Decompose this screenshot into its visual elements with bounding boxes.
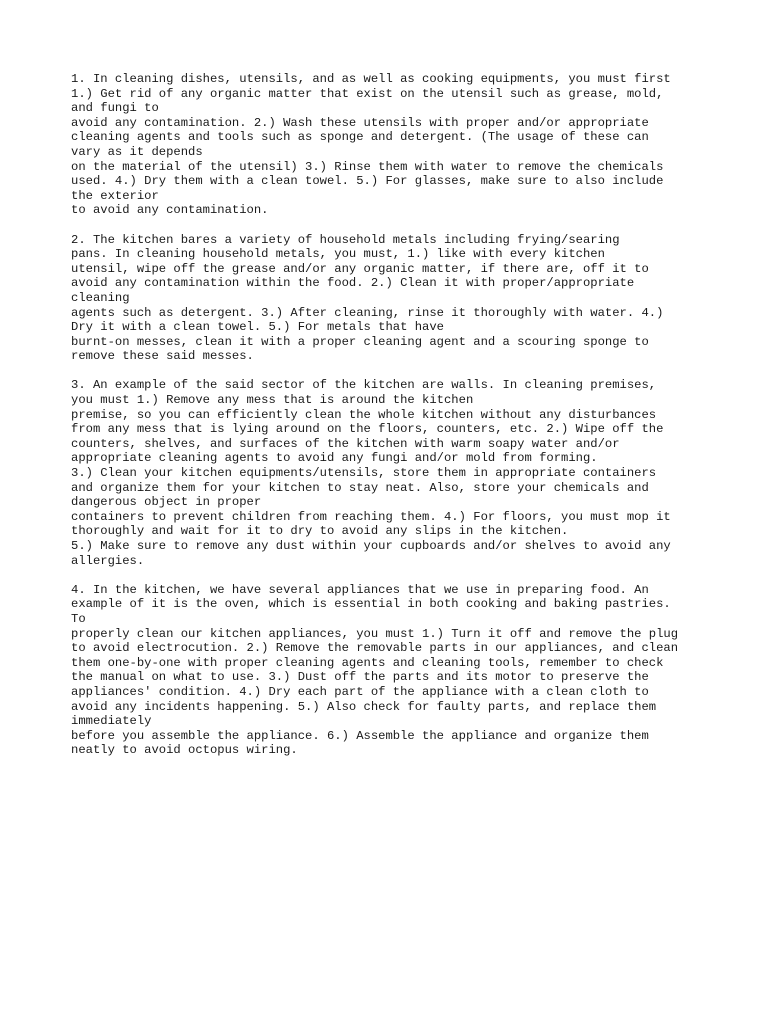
text-line: avoid any contamination within the food. 2.) Clean it with proper/appropriate [71,276,635,291]
text-line: burnt-on messes, clean it with a proper cleaning agent and a scouring sponge to [71,334,649,349]
text-line: and organize them for your kitchen to stay neat. Also, store your chemicals and [71,480,649,495]
text-line: cleaning agents and tools such as sponge and detergent. (The usage of these can [71,130,649,145]
text-line: avoid any contamination. 2.) Wash these utensils with proper and/or appropriate [71,115,649,130]
text-line: before you assemble the appliance. 6.) Assemble the appliance and organize them [71,728,649,743]
text-line: the manual on what to use. 3.) Dust off the parts and its motor to preserve the [71,670,649,685]
text-line: 1.) Get rid of any organic matter that exist on the utensil such as grease, mold, [71,86,664,101]
text-line: 2. The kitchen bares a variety of household metals including frying/searing [71,232,620,247]
text-line: 3. An example of the said sector of the kitchen are walls. In cleaning premises, [71,378,657,393]
text-line: dangerous object in proper [71,495,262,510]
text-line: on the material of the utensil) 3.) Rinse them with water to remove the chemicals [71,159,664,174]
text-line: appliances' condition. 4.) Dry each part of the appliance with a clean cloth to [71,684,649,699]
text-line: allergies. [71,553,145,568]
document-page [71,72,711,773]
text-line: counters, shelves, and surfaces of the kitchen with warm soapy water and/or [71,436,620,451]
text-line: containers to prevent children from reaching them. 4.) For floors, you must mop it [71,509,671,524]
text-line: 3.) Clean your kitchen equipments/utensils, store them in appropriate containers [71,466,657,481]
text-line: cleaning [71,290,130,305]
text-line: remove these said messes. [71,349,254,364]
paragraph-appliances [71,583,711,758]
text-line: 5.) Make sure to remove any dust within your cupboards and/or shelves to avoid any [71,539,671,553]
text-line: properly clean our kitchen appliances, you must 1.) Turn it off and remove the plug [71,626,679,641]
text-line: appropriate cleaning agents to avoid any fungi and/or mold from forming. [71,451,598,466]
text-line: avoid any incidents happening. 5.) Also check for faulty parts, and replace them [71,699,657,714]
text-line: to avoid electrocution. 2.) Remove the removable parts in our appliances, and clean [71,641,679,656]
text-line: neatly to avoid octopus wiring. [71,743,298,758]
text-line: from any mess that is lying around on the floors, counters, etc. 2.) Wipe off the [71,422,664,437]
text-line: the exterior [71,188,159,203]
text-line: and fungi to [71,101,159,116]
text-line: premise, so you can efficiently clean the whole kitchen without any disturbances [71,407,657,422]
text-line: thoroughly and wait for it to dry to avoid any slips in the kitchen. [71,524,569,539]
text-line: example of it is the oven, which is essential in both cooking and baking pastries. [71,597,671,612]
text-line: pans. In cleaning household metals, you must, 1.) like with every kitchen [71,247,605,262]
text-line: used. 4.) Dry them with a clean towel. 5.) For glasses, make sure to also include [71,174,664,189]
text-line: agents such as detergent. 3.) After cleaning, rinse it thoroughly with water. 4.) [71,305,664,320]
text-line: vary as it depends [71,144,203,159]
text-line: immediately [71,714,152,729]
text-line: To [71,611,86,626]
text-line: utensil, wipe off the grease and/or any organic matter, if there are, off it to [71,261,649,276]
text-line: to avoid any contamination. [71,203,269,218]
text-line: you must 1.) Remove any mess that is around the kitchen [71,393,474,408]
text-line: 1. In cleaning dishes, utensils, and as well as cooking equipments, you must first [71,72,671,86]
text-line: them one-by-one with proper cleaning agents and cleaning tools, remember to check [71,655,664,670]
text-line: Dry it with a clean towel. 5.) For metals that have [71,320,444,335]
paragraph-premises [71,378,711,568]
paragraph-household-metals [71,233,711,364]
text-line: 4. In the kitchen, we have several appliances that we use in preparing food. An [71,582,649,597]
paragraph-dishes-utensils [71,72,711,218]
